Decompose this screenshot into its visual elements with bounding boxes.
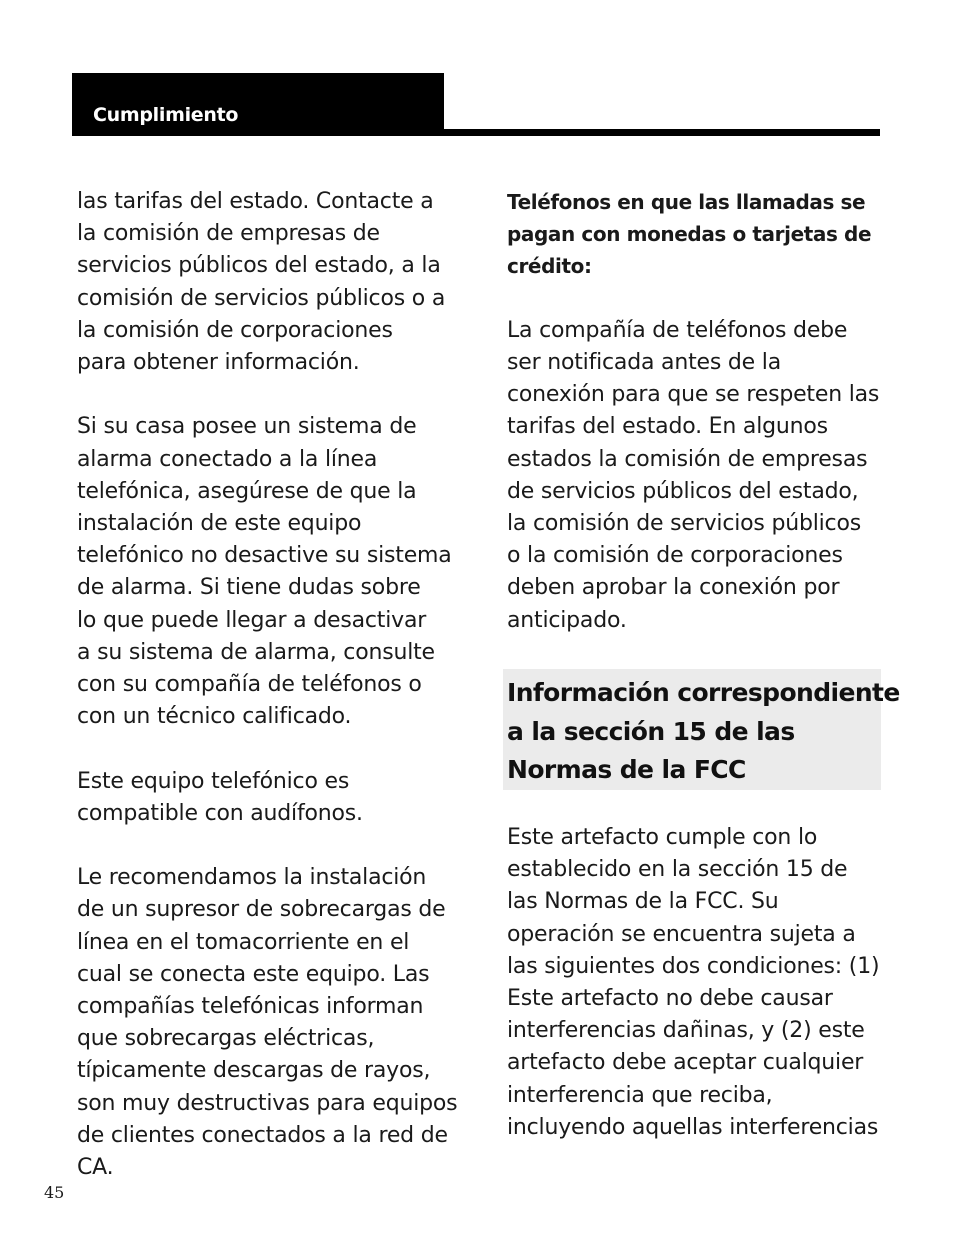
text-line: para obtener información. — [77, 350, 360, 376]
right-column-section-body — [507, 822, 887, 1144]
text-line: Este artefacto no debe causar — [507, 986, 833, 1012]
text-line: operación se encuentra sujeta a — [507, 921, 856, 947]
section-title-line: a la sección 15 de las — [507, 716, 795, 746]
text-line: interferencias dañinas, y (2) este — [507, 1018, 865, 1044]
text-line: compañías telefónicas informan — [77, 994, 424, 1020]
page-number: 45 — [44, 1183, 65, 1202]
text-line: La compañía de teléfonos debe — [507, 317, 848, 343]
text-line: la comisión de empresas de — [77, 221, 380, 247]
subheading-coin-phones — [507, 186, 887, 283]
text-line: que sobrecargas eléctricas, — [77, 1026, 375, 1052]
text-line: servicios públicos del estado, a la — [77, 253, 441, 279]
text-line: son muy destructivas para equipos — [77, 1090, 458, 1116]
text-line: establecido en la sección 15 de — [507, 857, 848, 883]
heading-line: pagan con monedas o tarjetas de — [507, 222, 872, 247]
header-title-line: Cumplimiento — [93, 104, 239, 126]
section-title — [507, 674, 900, 790]
text-line: la comisión de servicios públicos — [507, 511, 861, 537]
text-line: compatible con audífonos. — [77, 800, 363, 826]
header-rule — [72, 129, 880, 136]
text-line: CA. — [77, 1155, 114, 1181]
text-line: Si su casa posee un sistema de — [77, 414, 417, 440]
text-line: con un técnico calificado. — [77, 704, 352, 730]
heading-line: Teléfonos en que las llamadas se — [507, 190, 866, 214]
right-column — [507, 186, 887, 637]
section-title-line: Normas de la FCC — [507, 755, 746, 784]
left-column — [77, 186, 457, 1184]
text-line: de clientes conectados a la red de — [77, 1122, 448, 1148]
text-line: tarifas del estado. En algunos — [507, 414, 828, 440]
text-line: interferencia que reciba, — [507, 1082, 773, 1108]
text-line: Este equipo telefónico es — [77, 768, 350, 794]
text-line: deben aprobar la conexión por — [507, 575, 840, 601]
text-line: conexión para que se respeten las — [507, 382, 880, 408]
text-line: las tarifas del estado. Contacte a — [77, 189, 434, 214]
text-line: incluyendo aquellas interferencias — [507, 1114, 879, 1140]
paragraph-alarm — [77, 411, 457, 733]
text-line: anticipado. — [507, 607, 627, 633]
text-line: artefacto debe aceptar cualquier — [507, 1050, 864, 1076]
text-line: a su sistema de alarma, consulte — [77, 639, 435, 665]
text-line: comisión de servicios públicos o a — [77, 285, 446, 311]
paragraph-rates — [77, 186, 457, 379]
text-line: telefónico no desactive su sistema — [77, 543, 452, 569]
paragraph-surge — [77, 862, 457, 1184]
section-title-line: Información correspondiente — [507, 678, 900, 707]
text-line: con su compañía de teléfonos o — [77, 672, 422, 698]
text-line: instalación de este equipo — [77, 511, 362, 537]
text-line: de alarma. Si tiene dudas sobre — [77, 575, 421, 601]
text-line: de servicios públicos del estado, — [507, 478, 859, 504]
text-line: la comisión de corporaciones — [77, 317, 393, 343]
text-line: o la comisión de corporaciones — [507, 543, 843, 569]
text-line: Le recomendamos la instalación — [77, 865, 427, 891]
paragraph-fcc — [507, 822, 887, 1144]
text-line: típicamente descargas de rayos, — [77, 1058, 431, 1084]
text-line: alarma conectado a la línea — [77, 446, 378, 472]
text-line: las siguientes dos condiciones: (1) — [507, 953, 880, 979]
text-line: cual se conecta este equipo. Las — [77, 961, 430, 987]
text-line: línea en el tomacorriente en el — [77, 929, 410, 955]
heading-line: crédito: — [507, 254, 592, 279]
text-line: ser notificada antes de la — [507, 350, 781, 375]
text-line: lo que puede llegar a desactivar — [77, 607, 427, 633]
header-title-line: con las Normas — [93, 158, 253, 180]
text-line: Este artefacto cumple con lo — [507, 825, 818, 850]
text-line: estados la comisión de empresas — [507, 446, 868, 472]
paragraph-hearing-aid — [77, 766, 457, 830]
paragraph-coin-phones — [507, 315, 887, 637]
text-line: las Normas de la FCC. Su — [507, 889, 779, 915]
text-line: de un supresor de sobrecargas de — [77, 897, 446, 923]
text-line: telefónica, asegúrese de que la — [77, 478, 417, 504]
